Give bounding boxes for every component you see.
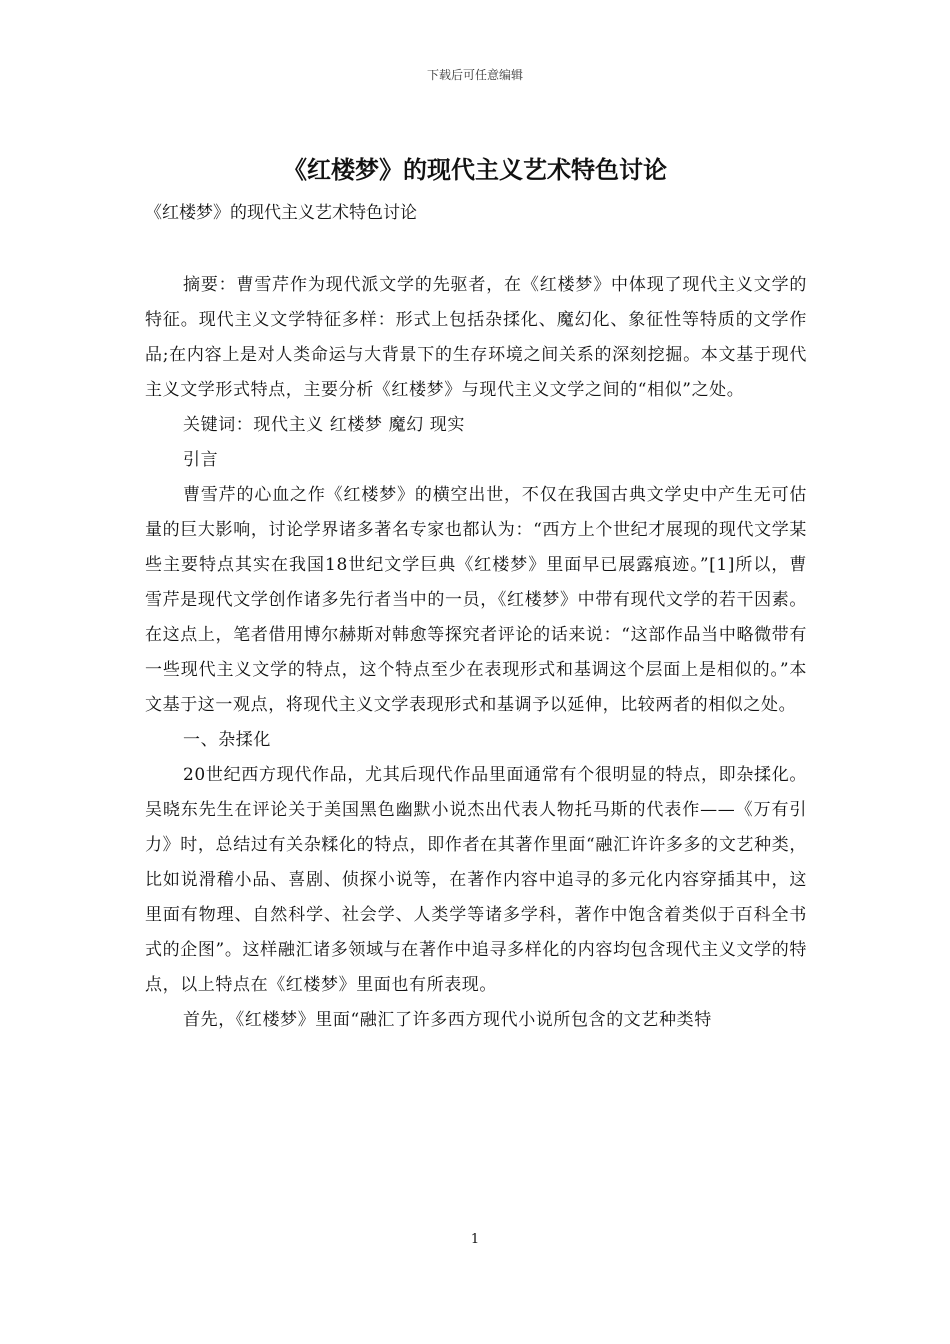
document-body bbox=[145, 268, 807, 1038]
continuation-paragraph: 首先，《红楼梦》里面“融汇了许多西方现代小说所包含的文艺种类特 bbox=[183, 1010, 712, 1030]
section-heading-introduction: 引言 bbox=[183, 450, 219, 470]
page-number: 1 bbox=[470, 1232, 480, 1247]
document-subtitle: 《红楼梦》的现代主义艺术特色讨论 bbox=[145, 203, 417, 223]
keywords-line: 关键词：现代主义 红楼梦 魔幻 现实 bbox=[183, 415, 466, 435]
introduction-paragraph: 曹雪芹的心血之作《红楼梦》的横空出世，不仅在我国古典文学史中产生无可估量的巨大影响，讨论学界诸多著名专家也都认为：“西方上个世纪才展现的现代文学某些主要特点其实在我国18世纪文学巨典《红楼梦》里面早已展露痕迹。”[1]所以，曹雪芹是现代文学创作诸多先行者当中的一员，《红楼梦》中带有现代文学的若干因素。在这点上，笔者借用博尔赫斯对韩愈等探究者评论的话来说：“这部作品当中略微带有一些现代主义文学的特点，这个特点至少在表现形式和基调这个层面上是相似的。”本文基于这一观点，将现代主义文学表现形式和基调予以延伸，比较两者的相似之处。 bbox=[145, 485, 807, 715]
section-heading-hybridization: 一、杂揉化 bbox=[183, 730, 271, 750]
header-note: 下载后可任意编辑 bbox=[426, 68, 523, 82]
hybridization-paragraph: 20世纪西方现代作品，尤其后现代作品里面通常有个很明显的特点，即杂揉化。吴晓东先生在评论关于美国黑色幽默小说杰出代表人物托马斯的代表作——《万有引力》时，总结过有关杂糅化的特点，即作者在其著作里面“融汇许许多多的文艺种类，比如说滑稽小品、喜剧、侦探小说等，在著作内容中追寻的多元化内容穿插其中，这里面有物理、自然科学、社会学、人类学等诸多学科，著作中饱含着类似于百科全书式的企图”。这样融汇诸多领域与在著作中追寻多样化的内容均包含现代主义文学的特点，以上特点在《红楼梦》里面也有所表现。 bbox=[145, 765, 807, 995]
abstract-paragraph: 摘要：曹雪芹作为现代派文学的先驱者，在《红楼梦》中体现了现代主义文学的特征。现代主义文学特征多样：形式上包括杂揉化、魔幻化、象征性等特质的文学作品;在内容上是对人类命运与大背景下的生存环境之间关系的深刻挖掘。本文基于现代主义文学形式特点，主要分析《红楼梦》与现代主义文学之间的“相似”之处。 bbox=[145, 275, 807, 400]
document-title: 《红楼梦》的现代主义艺术特色讨论 bbox=[283, 155, 667, 184]
